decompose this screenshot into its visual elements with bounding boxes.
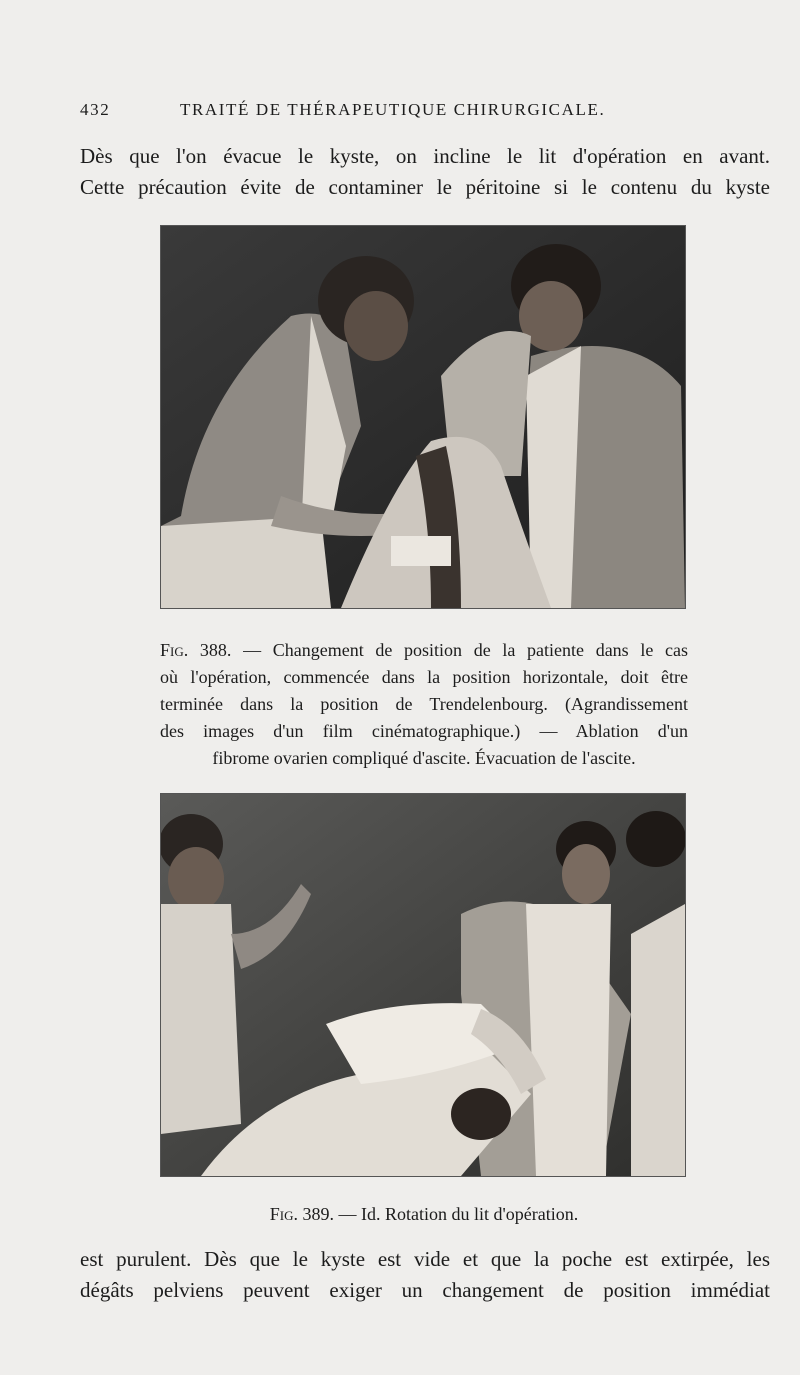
paragraph-bottom [80,1244,770,1306]
caption-text: — Changement de position de la patiente dans le cas [231,640,689,660]
page-number: 432 [80,100,111,119]
running-title: TRAITÉ DE THÉRAPEUTIQUE CHIRURGICALE. [180,100,606,119]
text-line: Cette précaution évite de contaminer le péritoine si le contenu du kyste [80,175,770,199]
figure-label: Fig. 388. [160,640,232,660]
figure-389-caption [160,1201,688,1228]
caption-text: — Id. Rotation du lit d'opération. [334,1204,579,1224]
caption-line: terminée dans la position de Trendelenbourg. (Agrandissement [160,694,688,714]
caption-line: fibrome ovarien compliqué d'ascite. Évacuation de l'ascite. [212,748,636,768]
figure-388-caption [160,637,688,772]
surgery-photograph-2 [160,793,686,1177]
surgery-photograph-1 [160,225,686,609]
figure-label: Fig. 389. [269,1204,334,1224]
text-line: Dès que l'on évacue le kyste, on incline le lit d'opération en avant. [80,144,770,168]
page-header [80,100,680,126]
caption-line: des images d'un film cinématographique.) — Ablation d'un [160,721,688,741]
caption-line [160,637,688,664]
text-line: dégâts pelviens peuvent exiger un changement de position immédiat [80,1278,770,1302]
paragraph-top [80,141,770,203]
caption-line: où l'opération, commencée dans la position horizontale, doit être [160,667,688,687]
text-line: est purulent. Dès que le kyste est vide et que la poche est extirpée, les [80,1247,770,1271]
